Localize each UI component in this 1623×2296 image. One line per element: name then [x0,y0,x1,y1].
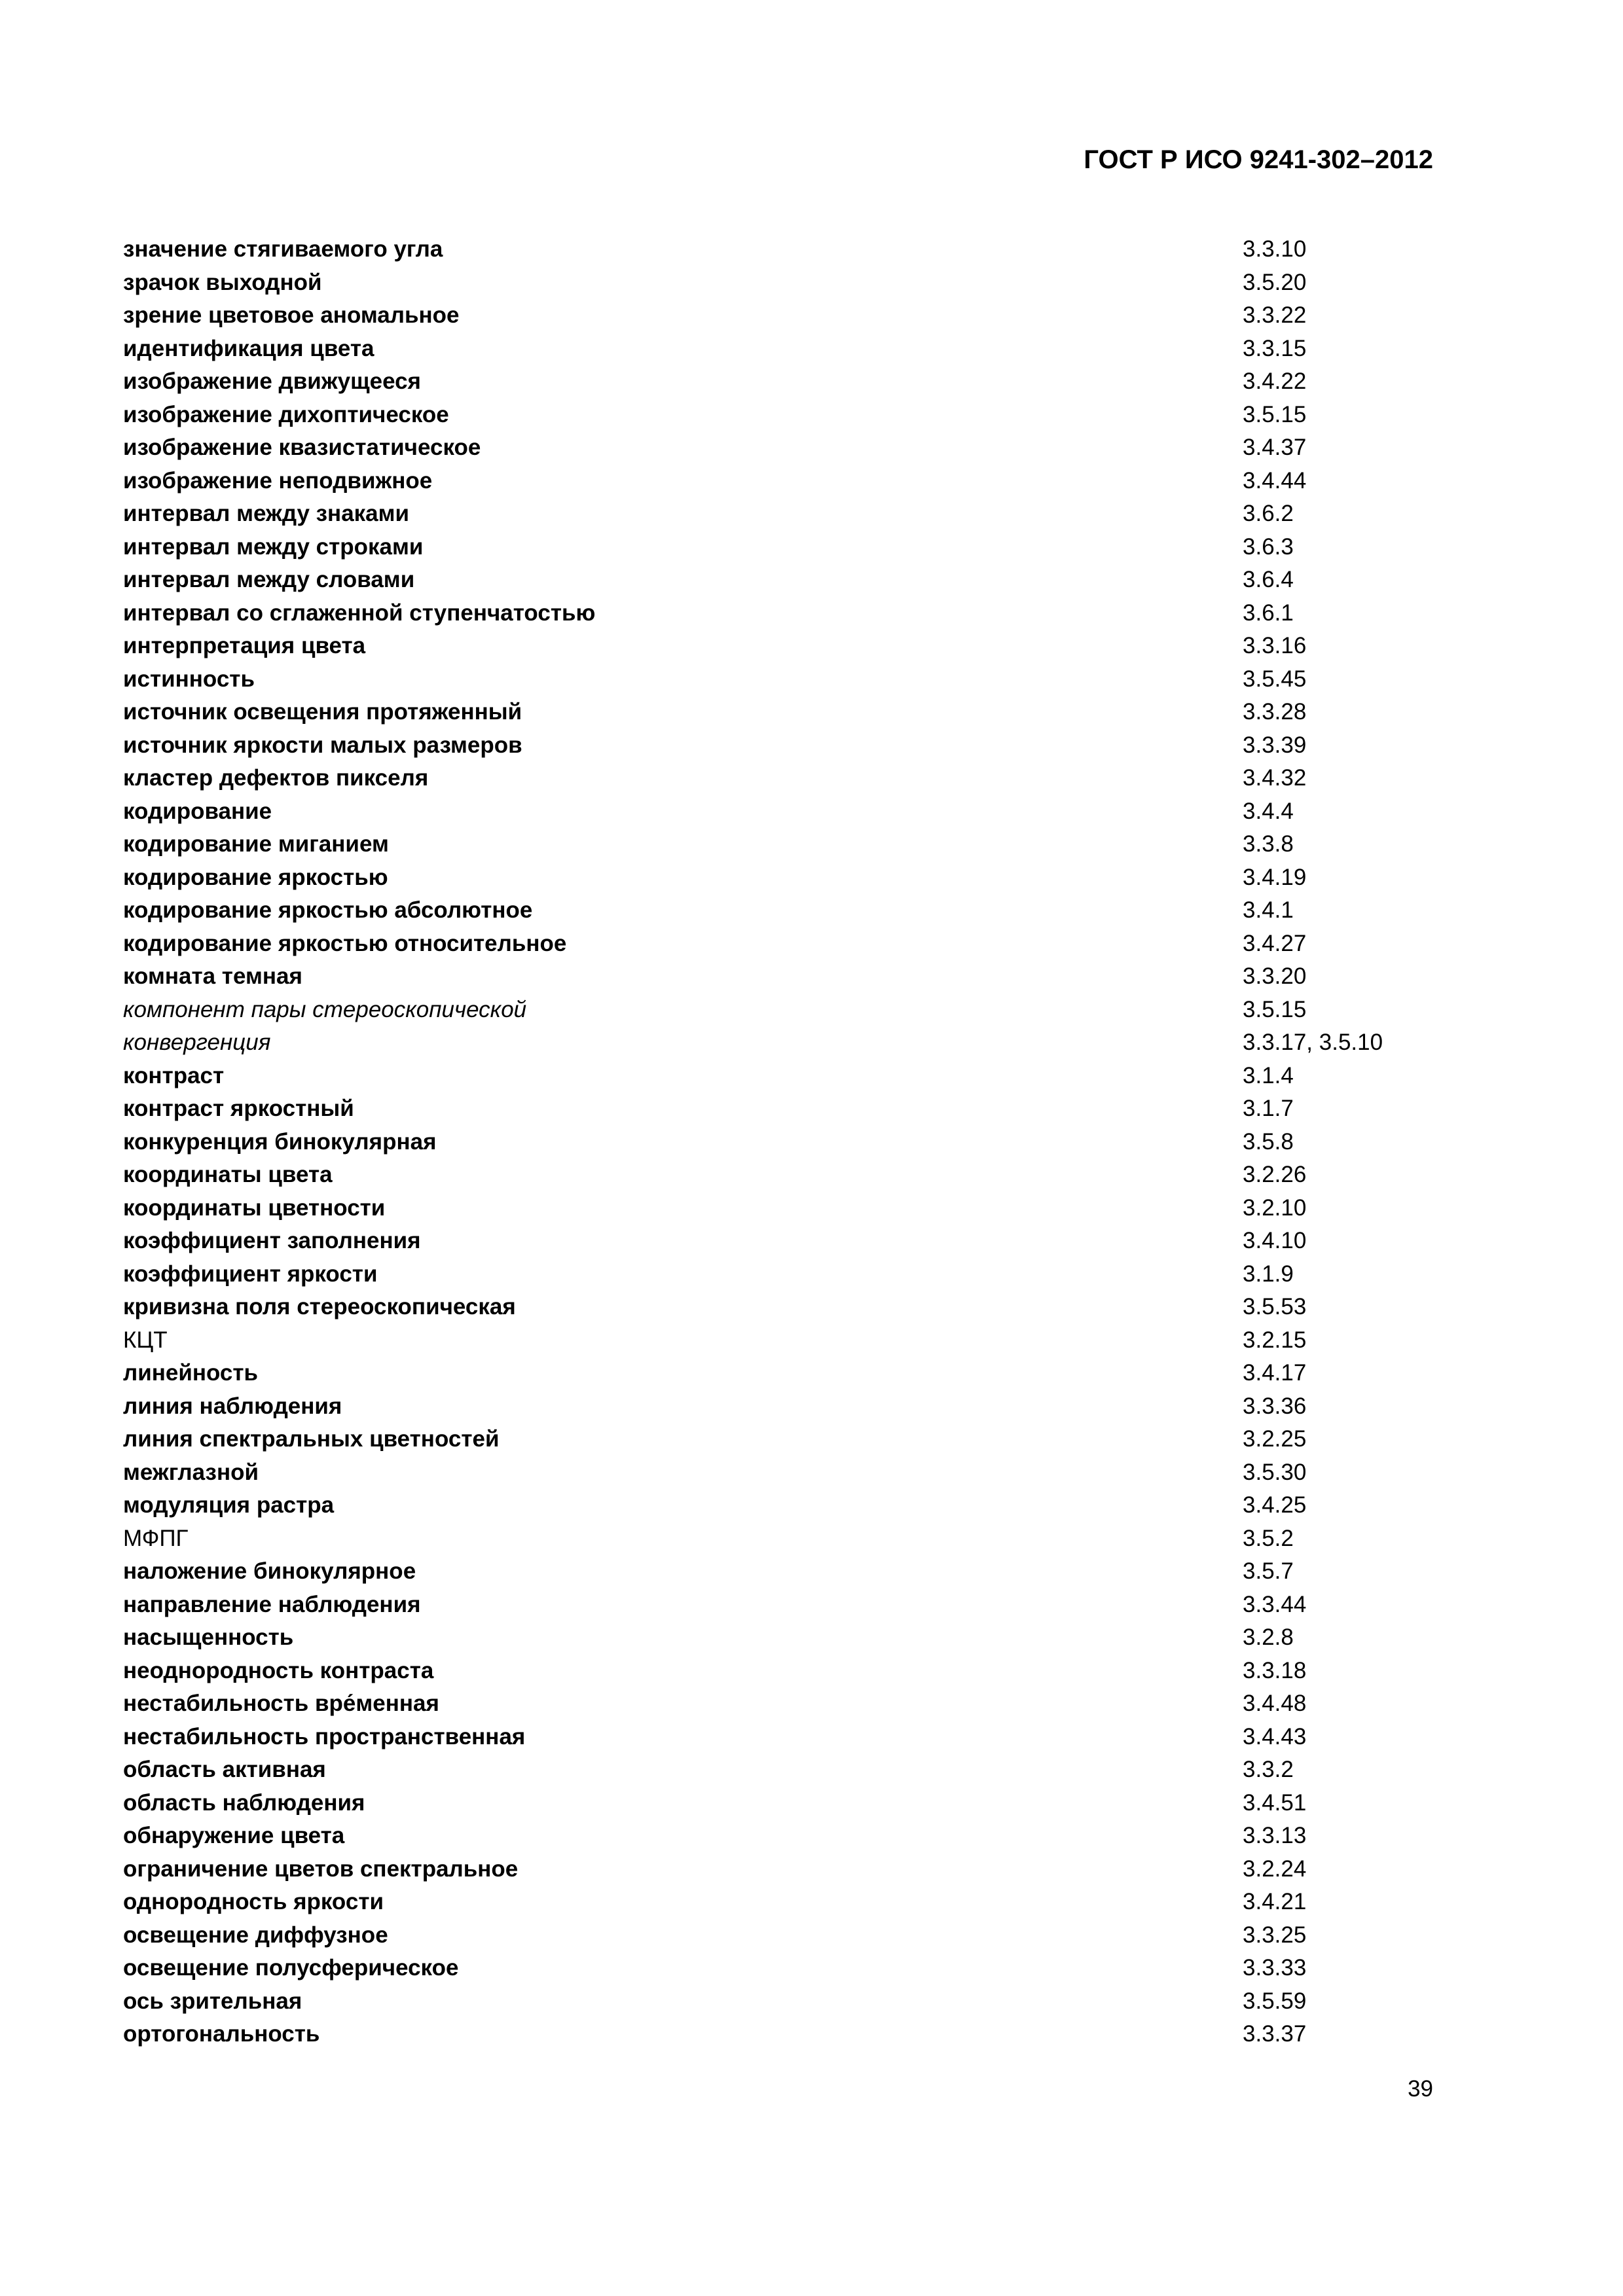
index-term: линейность [123,1360,259,1386]
index-entry [123,1291,1432,1324]
index-entry [123,1588,1432,1622]
index-entry [123,233,1432,266]
index-entry [123,894,1432,927]
index-entry [123,729,1432,762]
index-entry [123,663,1432,696]
index-reference: 3.3.37 [1243,2021,1307,2047]
index-entry [123,564,1432,597]
index-term: интерпретация цвета [123,633,366,658]
index-term: источник освещения протяженный [123,699,522,725]
index-entry [123,795,1432,829]
index-term: коэффициент заполнения [123,1228,421,1253]
index-reference: 3.3.39 [1243,732,1307,758]
index-term: координаты цвета [123,1162,333,1187]
index-term: интервал между знаками [123,501,410,526]
index-term: МФПГ [123,1525,189,1551]
index-entry [123,960,1432,994]
index-term: коэффициент яркости [123,1261,378,1287]
index-entry [123,1026,1432,1060]
index-entry [123,762,1432,795]
index-term: кривизна поля стереоскопическая [123,1294,516,1319]
index-entry [123,994,1432,1027]
index-term: нестабильность пространственная [123,1723,526,1749]
index-term: однородность яркости [123,1889,384,1914]
index-reference: 3.2.26 [1243,1162,1307,1187]
index-reference: 3.3.8 [1243,831,1294,857]
index-entry [123,1753,1432,1787]
index-reference: 3.5.20 [1243,269,1307,295]
index-term: кодирование яркостью относительное [123,930,567,956]
index-entry [123,1357,1432,1390]
index-entry [123,497,1432,531]
index-reference: 3.4.37 [1243,435,1307,460]
index-term: изображение квазистатическое [123,435,481,460]
index-entry [123,365,1432,399]
index-entry [123,630,1432,663]
index-reference: 3.6.1 [1243,600,1294,626]
index-term: значение стягиваемого угла [123,236,443,262]
index-term: изображение неподвижное [123,467,433,493]
index-entry [123,1820,1432,1853]
index-reference: 3.3.36 [1243,1393,1307,1419]
index-reference: 3.4.22 [1243,368,1307,394]
index-reference: 3.4.44 [1243,467,1307,493]
index-entry [123,465,1432,498]
index-reference: 3.2.24 [1243,1856,1307,1882]
index-term: кластер дефектов пикселя [123,765,429,791]
index-entry [123,1721,1432,1754]
index-reference: 3.2.10 [1243,1194,1307,1221]
index-reference: 3.1.4 [1243,1062,1294,1088]
index-reference: 3.6.3 [1243,533,1294,560]
index-term: изображение дихоптическое [123,401,449,427]
index-entry [123,531,1432,564]
index-reference: 3.4.17 [1243,1360,1307,1386]
index-term: изображение движущееся [123,368,421,394]
index-entry [123,1126,1432,1159]
index-reference: 3.4.19 [1243,864,1307,890]
index-term: направление наблюдения [123,1591,421,1617]
index-term: зрение цветовое аномальное [123,302,460,328]
index-reference: 3.5.30 [1243,1459,1307,1485]
index-entry [123,332,1432,366]
index-term: идентификация цвета [123,335,374,361]
index-term: кодирование миганием [123,831,389,857]
index-entry [123,1060,1432,1093]
index-term: область активная [123,1757,326,1782]
index-entry [123,1423,1432,1456]
index-term: освещение полусферическое [123,1955,459,1981]
index-term: обнаружение цвета [123,1823,345,1848]
index-entry [123,1192,1432,1225]
index-term: наложение бинокулярное [123,1558,416,1584]
index-term: интервал между строками [123,533,424,560]
index-term: освещение диффузное [123,1922,388,1948]
page-number: 39 [1408,2076,1433,2102]
index-entry [123,1258,1432,1291]
index-entry [123,1655,1432,1688]
index-reference: 3.5.15 [1243,996,1307,1022]
index-term: интервал со сглаженной ступенчатостью [123,600,596,626]
index-term: контраст яркостный [123,1096,354,1121]
index-entry [123,1555,1432,1588]
index-entry [123,266,1432,300]
index-reference: 3.2.25 [1243,1426,1307,1452]
index-reference: 3.4.48 [1243,1691,1307,1716]
index-reference: 3.3.13 [1243,1823,1307,1848]
index-reference: 3.4.10 [1243,1228,1307,1253]
index-term: линия наблюдения [123,1393,342,1419]
index-entry [123,1985,1432,2018]
index-reference: 3.3.25 [1243,1922,1307,1948]
index-term: межглазной [123,1459,259,1485]
index-reference: 3.3.16 [1243,633,1307,658]
index-term: неоднородность контраста [123,1657,434,1683]
index-term: координаты цветности [123,1194,386,1221]
index-entry [123,927,1432,961]
index-reference: 3.3.15 [1243,335,1307,361]
index-reference: 3.3.33 [1243,1955,1307,1981]
index-reference: 3.4.21 [1243,1889,1307,1914]
index-reference: 3.2.8 [1243,1624,1294,1650]
index-term: ось зрительная [123,1988,302,2014]
index-reference: 3.3.22 [1243,302,1307,328]
index-entry [123,1787,1432,1820]
index-entry [123,299,1432,332]
index-reference: 3.1.9 [1243,1261,1294,1287]
index-entry [123,1522,1432,1556]
index-entry [123,1225,1432,1258]
index-entry [123,1886,1432,1919]
index-entry [123,597,1432,630]
index-reference: 3.6.4 [1243,567,1294,592]
index-reference: 3.5.8 [1243,1128,1294,1155]
index-reference: 3.4.32 [1243,765,1307,791]
index-term: контраст [123,1062,225,1088]
index-entry [123,828,1432,861]
index-term: линия спектральных цветностей [123,1426,500,1452]
index-term: истинность [123,666,255,692]
index-term: ортогональность [123,2021,320,2047]
index-reference: 3.4.1 [1243,897,1294,923]
index-entry [123,1324,1432,1357]
index-reference: 3.5.2 [1243,1525,1294,1551]
index-term: компонент пары стереоскопической [123,996,527,1022]
index-term: конкуренция бинокулярная [123,1128,437,1155]
index-reference: 3.4.27 [1243,930,1307,956]
index-term: насыщенность [123,1624,294,1650]
index-entry [123,696,1432,729]
index-term: комната темная [123,963,302,989]
index-term: кодирование яркостью [123,864,388,890]
index-list [123,233,1432,2051]
index-entry [123,1390,1432,1424]
index-entry [123,399,1432,432]
index-entry [123,1621,1432,1655]
index-entry [123,1092,1432,1126]
index-entry [123,431,1432,465]
index-term: источник яркости малых размеров [123,732,522,758]
index-entry [123,2018,1432,2051]
index-entry [123,1853,1432,1886]
index-entry [123,1687,1432,1721]
index-term: модуляция растра [123,1492,335,1518]
index-term: конвергенция [123,1030,271,1055]
index-reference: 3.3.44 [1243,1591,1307,1617]
page-header-standard-code: ГОСТ Р ИСО 9241-302–2012 [1084,145,1433,174]
index-reference: 3.3.18 [1243,1657,1307,1683]
index-reference: 3.4.43 [1243,1723,1307,1749]
index-reference: 3.2.15 [1243,1327,1307,1353]
index-reference: 3.5.53 [1243,1294,1307,1319]
index-reference: 3.1.7 [1243,1096,1294,1121]
index-reference: 3.3.20 [1243,963,1307,989]
index-reference: 3.5.15 [1243,401,1307,427]
index-term: ограничение цветов спектральное [123,1856,519,1882]
index-reference: 3.3.2 [1243,1757,1294,1782]
index-entry [123,1489,1432,1522]
index-term: нестабильность вре́менная [123,1691,439,1716]
index-reference: 3.3.28 [1243,699,1307,725]
index-entry [123,1158,1432,1192]
index-term: кодирование яркостью абсолютное [123,897,533,923]
index-term: кодирование [123,798,272,824]
index-reference: 3.3.10 [1243,236,1307,262]
index-reference: 3.4.51 [1243,1789,1307,1816]
index-reference: 3.5.59 [1243,1988,1307,2014]
index-reference: 3.3.17, 3.5.10 [1243,1030,1383,1055]
index-reference: 3.5.7 [1243,1558,1294,1584]
index-term: зрачок выходной [123,269,322,295]
index-entry [123,1919,1432,1952]
index-entry [123,1456,1432,1490]
index-reference: 3.5.45 [1243,666,1307,692]
index-entry [123,1952,1432,1985]
index-reference: 3.6.2 [1243,501,1294,526]
index-entry [123,861,1432,895]
index-reference: 3.4.25 [1243,1492,1307,1518]
index-reference: 3.4.4 [1243,798,1294,824]
index-term: интервал между словами [123,567,415,592]
index-term: КЦТ [123,1327,168,1353]
index-term: область наблюдения [123,1789,365,1816]
